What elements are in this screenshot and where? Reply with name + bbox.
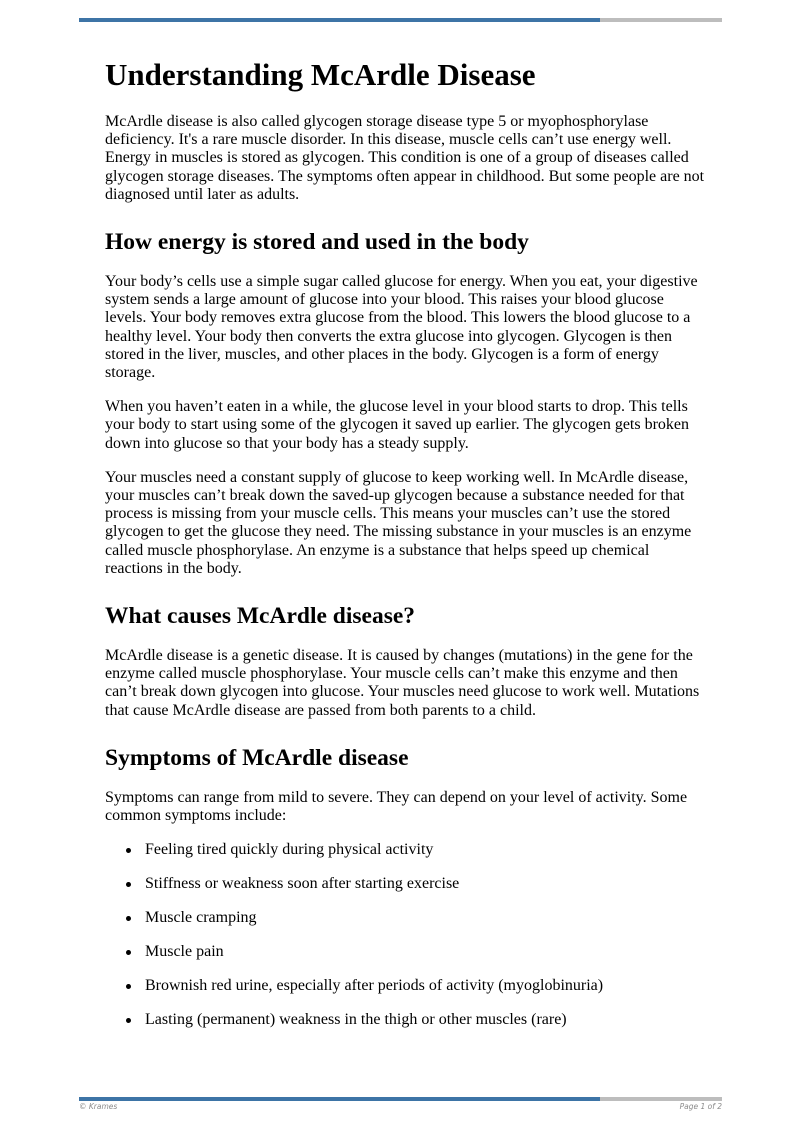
- footer-progress-bar: [79, 1097, 722, 1101]
- footer-page-number: Page 1 of 2: [679, 1102, 722, 1111]
- header-bar-filled: [79, 18, 600, 22]
- list-item-text: Muscle cramping: [145, 909, 257, 927]
- section-causes: [105, 602, 705, 720]
- header-progress-bar: [79, 18, 722, 22]
- section-symptoms: [105, 744, 705, 1030]
- bullet-icon: [126, 848, 131, 853]
- list-item-text: Muscle pain: [145, 943, 224, 961]
- bullet-icon: [126, 984, 131, 989]
- article: [105, 56, 705, 1045]
- bullet-icon: [126, 1018, 131, 1023]
- section-heading: What causes McArdle disease?: [105, 603, 416, 630]
- paragraph: McArdle disease is a genetic disease. It is caused by changes (mutations) in the gene for the enzyme called muscle phosphorylase. Your muscle cells can’t make this enzyme and then can’t break down glycogen into glucose. Your muscles need glucose to work well. Mutations that cause McArdle disease are passed from both parents to a child.: [105, 647, 700, 719]
- footer-bar-filled: [79, 1097, 600, 1101]
- list-item: [145, 875, 705, 893]
- section-heading: Symptoms of McArdle disease: [105, 744, 409, 771]
- page-title: Understanding McArdle Disease: [105, 57, 536, 92]
- list-item-text: Brownish red urine, especially after periods of activity (myoglobinuria): [145, 977, 604, 995]
- symptoms-list: [105, 841, 705, 1029]
- paragraph: Symptoms can range from mild to severe. They can depend on your level of activity. Some common symptoms include:: [105, 788, 688, 825]
- list-item: [145, 977, 705, 995]
- list-item: [145, 841, 705, 859]
- section-energy: [105, 228, 705, 578]
- list-item: [145, 1011, 705, 1029]
- list-item: [145, 943, 705, 961]
- paragraph: Your muscles need a constant supply of glucose to keep working well. In McArdle disease, your muscles can’t break down the saved-up glycogen because a substance needed for that process is missing from your muscle cells. This means your muscles can’t use the stored glycogen to get the glucose they need. The missing substance in your muscles is an enzyme called muscle phosphorylase. An enzyme is a substance that helps speed up chemical reactions in the body.: [105, 468, 692, 577]
- list-item-text: Feeling tired quickly during physical activity: [145, 841, 434, 859]
- bullet-icon: [126, 916, 131, 921]
- list-item-text: Stiffness or weakness soon after starting exercise: [145, 875, 460, 893]
- bullet-icon: [126, 882, 131, 887]
- footer-bar-remaining: [600, 1097, 722, 1101]
- paragraph: Your body’s cells use a simple sugar called glucose for energy. When you eat, your digestive system sends a large amount of glucose into your blood. This raises your blood glucose levels. Your body removes extra glucose from the blood. This lowers the blood glucose to a healthy level. Your body then converts the extra glucose into glycogen. Glycogen is then stored in the liver, muscles, and other places in the body. Glycogen is a form of energy storage.: [105, 273, 698, 382]
- footer-copyright: © Krames: [79, 1102, 118, 1111]
- paragraph: When you haven’t eaten in a while, the glucose level in your blood starts to drop. This tells your body to start using some of the glycogen it saved up earlier. The glycogen gets broken down into glucose so that your body has a steady supply.: [105, 398, 690, 452]
- intro-paragraph: McArdle disease is also called glycogen storage disease type 5 or myophosphorylase deficiency. It's a rare muscle disorder. In this disease, muscle cells can’t use energy well. Energy in muscles is stored as glycogen. This condition is one of a group of diseases called glycogen storage diseases. The symptoms often appear in childhood. But some people are not diagnosed until later as adults.: [105, 113, 705, 203]
- list-item: [145, 909, 705, 927]
- list-item-text: Lasting (permanent) weakness in the thigh or other muscles (rare): [145, 1011, 567, 1029]
- section-heading: How energy is stored and used in the body: [105, 229, 529, 256]
- header-bar-remaining: [600, 18, 722, 22]
- bullet-icon: [126, 950, 131, 955]
